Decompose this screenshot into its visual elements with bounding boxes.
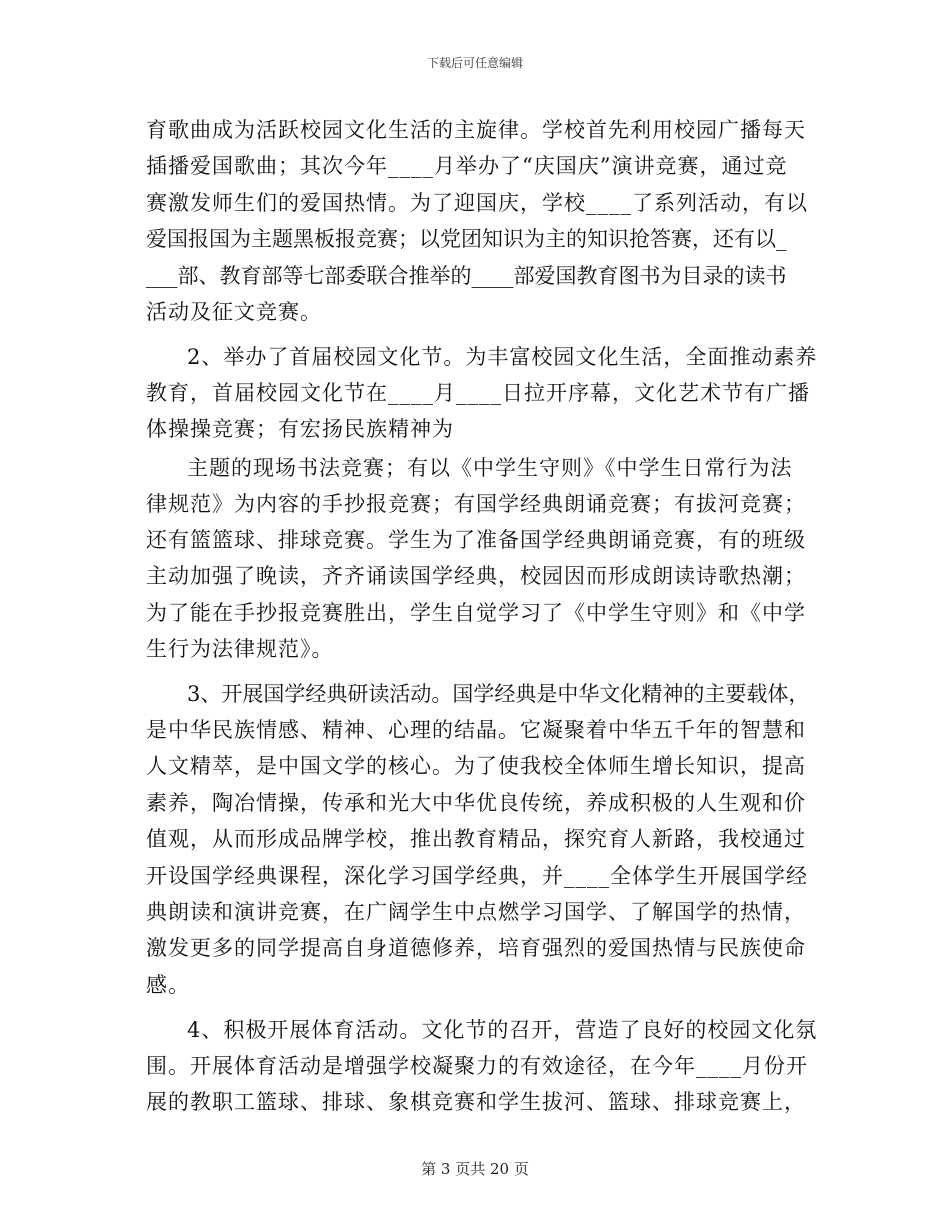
- text-line: 体操操竞赛；有宏扬民族精神为: [146, 417, 454, 441]
- text-line: 素养，陶冶情操，传承和光大中华优良传统，养成积极的人生观和价: [146, 791, 806, 815]
- text-line: 赛激发师生们的爱国热情。为了迎国庆，学校____了系列活动，有以: [146, 191, 808, 215]
- text-line: 值观，从而形成品牌学校，推出教育精品，探究育人新路，我校通过: [146, 827, 806, 851]
- text-line: 教育，首届校园文化节在____月____日拉开序幕，文化艺术节有广播: [146, 381, 810, 405]
- text-line: 4、积极开展体育活动。文化节的召开，营造了良好的校园文化氛: [187, 1018, 818, 1042]
- text-line: 典朗读和演讲竞赛，在广阔学生中点燃学习国学、了解国学的热情，: [146, 900, 806, 924]
- text-line: 主题的现场书法竞赛；有以《中学生守则》《中学生日常行为法: [187, 456, 793, 480]
- text-line: 2、举办了首届校园文化节。为丰富校园文化生活，全面推动素养: [187, 345, 818, 369]
- text-line: 为了能在手抄报竞赛胜出，学生自觉学习了《中学生守则》和《中学: [146, 601, 806, 625]
- text-line: 插播爱国歌曲；其次今年____月举办了“庆国庆”演讲竞赛，通过竞: [146, 154, 788, 178]
- text-line: 感。: [146, 973, 190, 997]
- text-line: 是中华民族情感、精神、心理的结晶。它凝聚着中华五千年的智慧和: [146, 718, 806, 742]
- text-line: 主动加强了晚读，齐齐诵读国学经典，校园因而形成朗读诗歌热潮；: [146, 564, 806, 588]
- text-line: 激发更多的同学提高自身道德修养，培育强烈的爱国热情与民族使命: [146, 936, 806, 960]
- text-line: 还有篮篮球、排球竞赛。学生为了准备国学经典朗诵竞赛，有的班级: [146, 528, 806, 552]
- text-line: 围。开展体育活动是增强学校凝聚力的有效途径，在今年____月份开: [146, 1054, 808, 1078]
- text-line: 育歌曲成为活跃校园文化生活的主旋律。学校首先利用校园广播每天: [146, 118, 806, 142]
- page-header: 下载后可任意编辑: [426, 56, 523, 70]
- text-line: 开设国学经典课程，深化学习国学经典，并____全体学生开展国学经: [146, 864, 808, 888]
- text-line: 人文精萃，是中国文学的核心。为了使我校全体师生增长知识，提高: [146, 754, 806, 778]
- text-line: 展的教职工篮球、排球、象棋竞赛和学生拔河、篮球、排球竞赛上，: [146, 1090, 806, 1114]
- page-footer: 第 3 页共 20 页: [421, 1160, 529, 1178]
- text-line: 爱国报国为主题黑板报竞赛；以党团知识为主的知识抢答赛，还有以_: [146, 227, 787, 251]
- text-line: ___部、教育部等七部委联合推举的____部爱国教育图书为目录的读书: [146, 264, 787, 288]
- text-line: 活动及征文竞赛。: [146, 300, 322, 324]
- text-line: 律规范》为内容的手抄报竞赛；有国学经典朗诵竞赛；有拔河竞赛；: [146, 492, 806, 516]
- text-line: 3、开展国学经典研读活动。国学经典是中华文化精神的主要载体，: [187, 682, 810, 706]
- text-line: 生行为法律规范》。: [146, 637, 334, 661]
